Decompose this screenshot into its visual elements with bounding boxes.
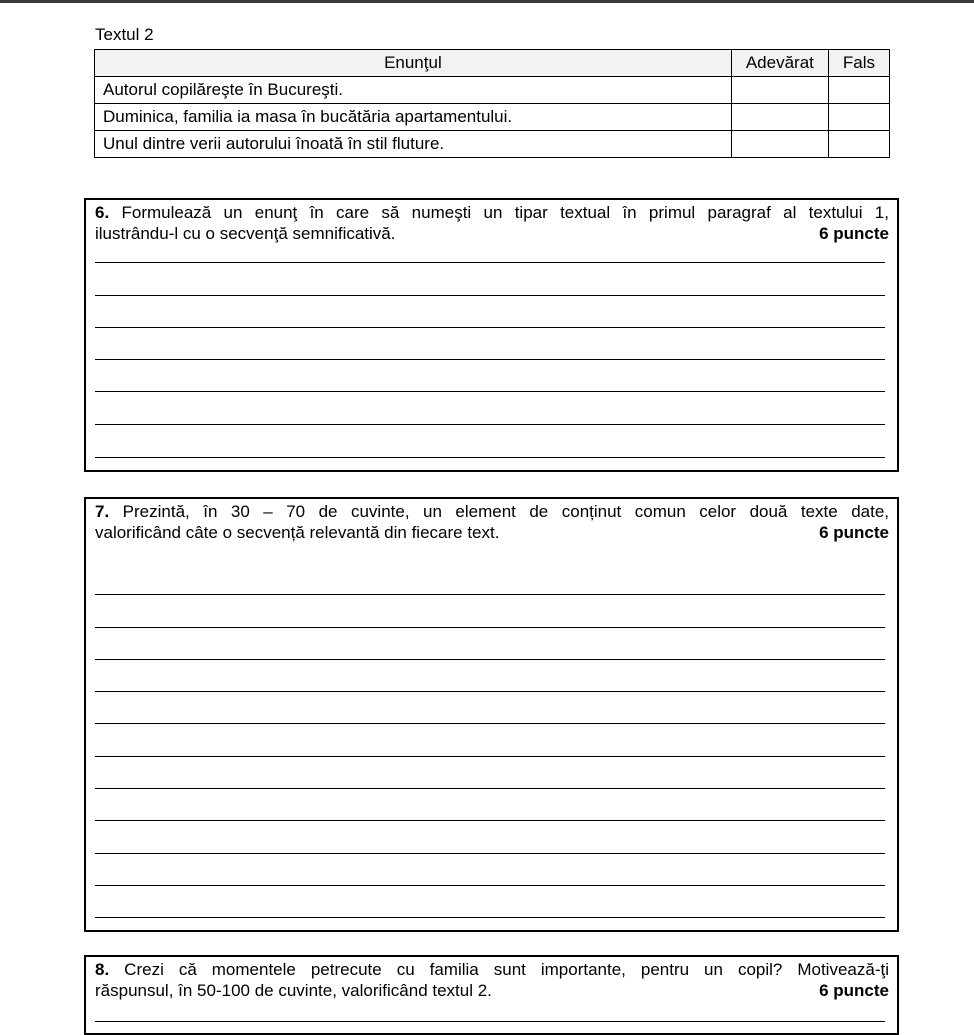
answer-line[interactable] — [95, 659, 885, 660]
false-answer-cell[interactable] — [828, 104, 889, 131]
table-row — [95, 77, 890, 104]
answer-line[interactable] — [95, 391, 885, 392]
table-header-row — [95, 50, 890, 77]
false-answer-cell[interactable] — [828, 77, 889, 104]
table-row — [95, 131, 890, 158]
true-answer-cell[interactable] — [731, 77, 828, 104]
question-8-text-line1: 8. Crezi că momentele petrecute cu familia sunt importante, pentru un copil? Motivează-ţi — [95, 960, 889, 979]
answer-line[interactable] — [95, 820, 885, 821]
header-true: Adevărat — [731, 50, 828, 77]
answer-line[interactable] — [95, 359, 885, 360]
question-8-text-line2: răspunsul, în 50-100 de cuvinte, valorificând textul 2. 6 puncte — [95, 981, 889, 1000]
answer-line[interactable] — [95, 1021, 885, 1022]
header-statement: Enunţul — [95, 50, 732, 77]
question-7-text-line1: 7. Prezintă, în 30 – 70 de cuvinte, un element de conținut comun celor două texte date, — [95, 502, 889, 521]
answer-line[interactable] — [95, 756, 885, 757]
question-7-box — [84, 497, 899, 932]
question-7-number: 7. — [95, 502, 110, 521]
answer-line[interactable] — [95, 853, 885, 854]
answer-line[interactable] — [95, 262, 885, 263]
statement-cell: Duminica, familia ia masa în bucătăria apartamentului. — [95, 104, 732, 131]
true-answer-cell[interactable] — [731, 131, 828, 158]
question-6-text-line2: ilustrându-l cu o secvenţă semnificativă. 6 puncte — [95, 224, 889, 243]
table-row — [95, 104, 890, 131]
answer-line[interactable] — [95, 788, 885, 789]
header-false: Fals — [828, 50, 889, 77]
question-7-points: 6 puncte — [819, 523, 889, 542]
answer-line[interactable] — [95, 594, 885, 595]
answer-line[interactable] — [95, 327, 885, 328]
section-title: Textul 2 — [95, 25, 154, 44]
answer-line[interactable] — [95, 424, 885, 425]
question-6-number: 6. — [95, 203, 110, 222]
question-6-points: 6 puncte — [819, 224, 889, 243]
answer-line[interactable] — [95, 691, 885, 692]
answer-line[interactable] — [95, 885, 885, 886]
question-8-points: 6 puncte — [819, 981, 889, 1000]
question-8-box — [84, 955, 899, 1035]
statement-cell: Unul dintre verii autorului înoată în stil fluture. — [95, 131, 732, 158]
top-border — [0, 0, 974, 3]
answer-line[interactable] — [95, 295, 885, 296]
question-7-text-line2: valorificând câte o secvență relevantă din fiecare text. 6 puncte — [95, 523, 889, 542]
answer-line[interactable] — [95, 627, 885, 628]
true-false-table — [94, 49, 890, 158]
question-6-text-line1: 6. Formulează un enunţ în care să numeşti un tipar textual în primul paragraf al textului 1, — [95, 203, 889, 222]
question-6-box — [84, 198, 899, 472]
false-answer-cell[interactable] — [828, 131, 889, 158]
statement-cell: Autorul copilăreşte în Bucureşti. — [95, 77, 732, 104]
answer-line[interactable] — [95, 457, 885, 458]
question-8-number: 8. — [95, 960, 110, 979]
answer-line[interactable] — [95, 723, 885, 724]
true-answer-cell[interactable] — [731, 104, 828, 131]
answer-line[interactable] — [95, 917, 885, 918]
